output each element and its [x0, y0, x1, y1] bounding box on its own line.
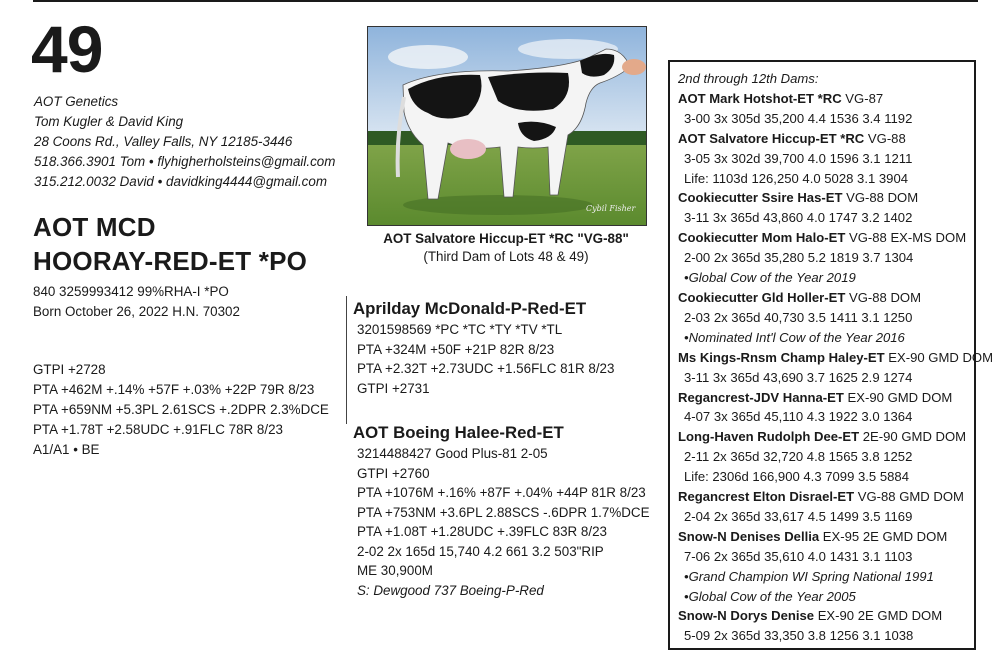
pedigree-record: 3-11 3x 365d 43,860 4.0 1747 3.2 1402	[684, 210, 913, 226]
dam-line: 2-02 2x 165d 15,740 4.2 661 3.2 503"RIP	[357, 543, 604, 559]
genetics-line: A1/A1 • BE	[33, 442, 100, 457]
photo-caption	[367, 230, 645, 266]
cow-photo-illustration	[368, 27, 646, 225]
pedigree-record: Life: 1103d 126,250 4.0 5028 3.1 3904	[684, 170, 909, 186]
pedigree-note: •Grand Champion WI Spring National 1991	[684, 568, 934, 584]
pedigree-dam	[678, 129, 974, 149]
pedigree-record: 2-11 2x 365d 32,720 4.8 1565 3.8 1252	[684, 449, 913, 465]
pedigree-record: 2-04 2x 365d 33,617 4.5 1499 3.5 1169	[684, 508, 913, 524]
dam-line: GTPI +2760	[357, 465, 430, 481]
pedigree-dam-name: Long-Haven Rudolph Dee-ET	[678, 429, 860, 445]
photo-watermark: Cybil Fisher	[586, 204, 636, 213]
registration-line: 840 3259993412 99%RHA-I *PO	[33, 284, 229, 299]
pedigree-dam	[678, 427, 974, 447]
pedigree-record: Life: 2306d 166,900 4.3 7099 3.5 5884	[684, 469, 909, 485]
consignor-phone-david: 315.212.0032 David • davidking4444@gmail.com	[34, 174, 327, 189]
pedigree-dam-score: VG-88 DOM	[842, 190, 919, 206]
pedigree-dam	[678, 188, 974, 208]
pedigree-dam-name: Cookiecutter Ssire Has-ET	[678, 190, 843, 206]
pedigree-header: 2nd through 12th Dams:	[678, 71, 819, 86]
consignor-address: 28 Coons Rd., Valley Falls, NY 12185-3446	[34, 134, 293, 149]
pta-line-3: PTA +1.78T +2.58UDC +.91FLC 78R 8/23	[33, 422, 283, 437]
pedigree-record: 4-07 3x 365d 45,110 4.3 1922 3.0 1364	[684, 409, 913, 425]
pedigree-note: •Nominated Int'l Cow of the Year 2016	[684, 329, 905, 345]
pedigree-dam-score: VG-88 EX-MS DOM	[845, 230, 967, 246]
pedigree-dam	[678, 89, 974, 109]
pedigree-dam-name: Regancrest Elton Disrael-ET	[678, 489, 855, 505]
pedigree-record: 3-05 3x 302d 39,700 4.0 1596 3.1 1211	[684, 150, 913, 166]
pedigree-dam-score: EX-90 GMD DOM	[884, 349, 994, 365]
photo-caption-sub: (Third Dam of Lots 48 & 49)	[423, 249, 589, 264]
gtpi-line: GTPI +2728	[33, 362, 106, 377]
cow-photo	[367, 26, 647, 226]
sire-name: Aprilday McDonald-P-Red-ET	[353, 299, 587, 318]
sire-line: PTA +2.32T +2.73UDC +1.56FLC 81R 8/23	[357, 361, 615, 376]
consignor-name: AOT Genetics	[34, 94, 119, 109]
sire-line: GTPI +2731	[357, 380, 430, 396]
pedigree-dam	[678, 228, 974, 248]
top-rule	[33, 0, 978, 2]
pedigree-dam	[678, 288, 974, 308]
animal-genomics	[33, 360, 329, 460]
pedigree-record: 7-06 2x 365d 35,610 4.0 1431 3.1 1103	[684, 548, 913, 564]
pedigree-dam-list	[678, 89, 994, 646]
pedigree-dam-score: EX-90 GMD DOM	[843, 389, 953, 405]
pedigree-dam-name: AOT Mark Hotshot-ET *RC	[678, 90, 842, 106]
pedigree-dam-score: VG-88 GMD DOM	[854, 489, 964, 505]
pedigree-dam-name: AOT Salvatore Hiccup-ET *RC	[678, 130, 865, 146]
pedigree-dam	[678, 388, 974, 408]
lot-number: 49	[31, 12, 103, 86]
pedigree-note: •Global Cow of the Year 2019	[684, 270, 856, 286]
pedigree-dam-score: 2E-90 GMD DOM	[859, 429, 967, 445]
sire-section	[354, 298, 664, 398]
pedigree-record: 5-09 2x 365d 33,350 3.8 1256 3.1 1038	[684, 628, 914, 644]
pedigree-dam-name: Regancrest-JDV Hanna-ET	[678, 389, 844, 405]
pedigree-record: 3-11 3x 365d 43,690 3.7 1625 2.9 1274	[684, 369, 913, 385]
animal-name-line2: HOORAY-RED-ET *PO	[33, 246, 308, 276]
pedigree-box	[668, 60, 994, 650]
consignor-phone-tom: 518.366.3901 Tom • flyhigherholsteins@gmail.com	[34, 154, 336, 169]
pedigree-record: 2-00 2x 365d 35,280 5.2 1819 3.7 1304	[684, 250, 914, 266]
pedigree-dam-score: EX-95 2E GMD DOM	[819, 528, 948, 544]
pedigree-dam-name: Cookiecutter Mom Halo-ET	[678, 230, 846, 246]
pedigree-record: 3-00 3x 305d 35,200 4.4 1536 3.4 1192	[684, 110, 913, 126]
pedigree-dam-score: VG-88 DOM	[845, 289, 922, 305]
dam-line: PTA +1076M +.16% +87F +.04% +44P 81R 8/23	[357, 485, 646, 500]
pedigree-note: •Global Cow of the Year 2005	[684, 588, 856, 604]
sire-line: 3201598569 *PC *TC *TY *TV *TL	[357, 322, 563, 337]
pedigree-dam	[678, 487, 974, 507]
animal-name	[33, 210, 307, 278]
pedigree-dam-name: Snow-N Dorys Denise	[678, 608, 815, 624]
pedigree-dam-name: Ms Kings-Rnsm Champ Haley-ET	[678, 349, 885, 365]
pta-line-1: PTA +462M +.14% +57F +.03% +22P 79R 8/23	[33, 382, 315, 397]
dam-line: PTA +1.08T +1.28UDC +.39FLC 83R 8/23	[357, 524, 607, 539]
pedigree-dam	[678, 348, 994, 368]
dam-line: PTA +753NM +3.6PL 2.88SCS -.6DPR 1.7%DCE	[357, 504, 650, 520]
pedigree-dam-name: Cookiecutter Gld Holler-ET	[678, 289, 846, 305]
dam-name: AOT Boeing Halee-Red-ET	[353, 423, 564, 442]
dam-line: 3214488427 Good Plus-81 2-05	[357, 446, 548, 461]
dam-sire-line: S: Dewgood 737 Boeing-P-Red	[357, 582, 544, 598]
sire-dam-divider	[346, 296, 347, 424]
consignor-people: Tom Kugler & David King	[34, 114, 184, 129]
dam-line: ME 30,900M	[357, 563, 433, 578]
pedigree-dam-score: VG-87	[841, 90, 884, 106]
animal-name-line1: AOT MCD	[33, 212, 156, 242]
pedigree-dam-score: EX-90 2E GMD DOM	[814, 608, 943, 624]
animal-registration	[33, 282, 240, 322]
born-line: Born October 26, 2022 H.N. 70302	[33, 304, 240, 319]
pta-line-2: PTA +659NM +5.3PL 2.61SCS +.2DPR 2.3%DCE	[33, 402, 329, 417]
sire-line: PTA +324M +50F +21P 82R 8/23	[357, 341, 555, 357]
pedigree-dam-name: Snow-N Denises Dellia	[678, 528, 820, 544]
pedigree-record: 2-03 2x 365d 40,730 3.5 1411 3.1 1250	[684, 309, 913, 325]
pedigree-dam	[678, 606, 974, 626]
consignor-contact	[34, 92, 335, 192]
pedigree-dam-score: VG-88	[864, 130, 906, 146]
pedigree-dam	[678, 527, 974, 547]
photo-caption-title: AOT Salvatore Hiccup-ET *RC "VG-88"	[383, 231, 629, 246]
dam-section	[354, 422, 664, 600]
